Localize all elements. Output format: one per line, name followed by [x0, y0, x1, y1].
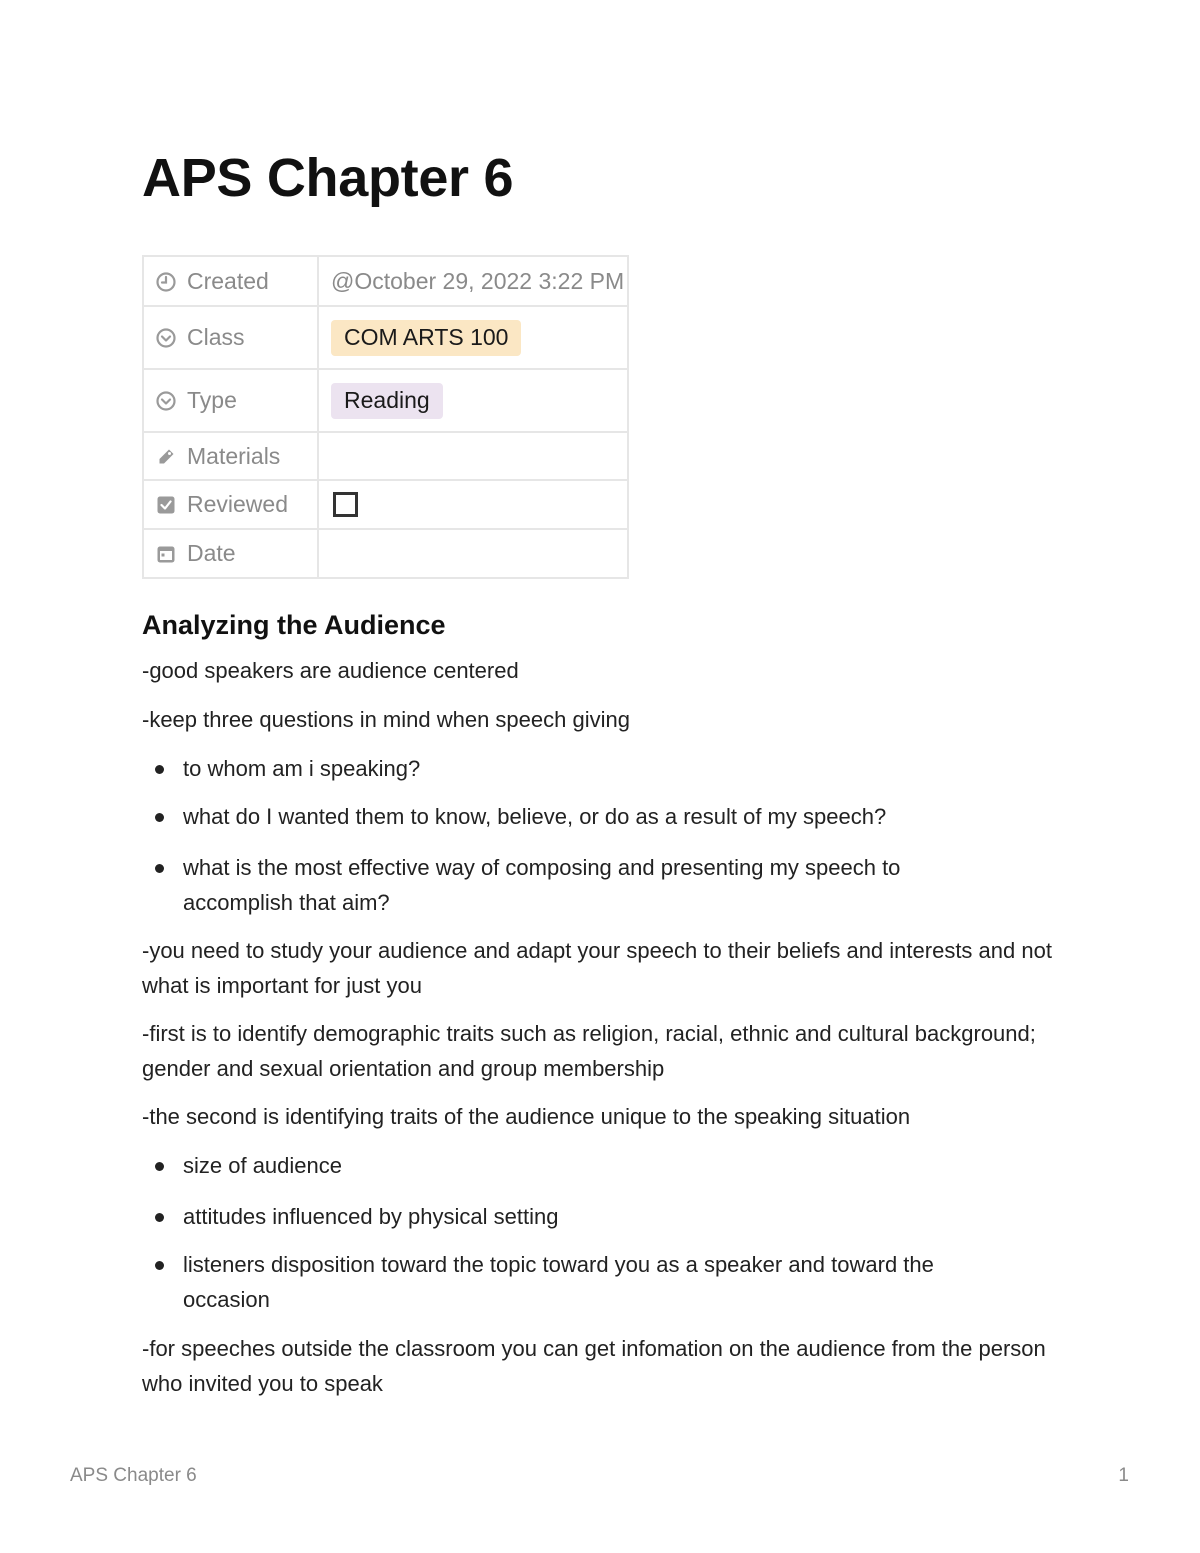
list-item: attitudes influenced by physical setting [183, 1204, 559, 1229]
select-icon [156, 391, 176, 411]
section-heading: Analyzing the Audience [142, 610, 446, 640]
properties-table [142, 255, 629, 579]
list-item: what do I wanted them to know, believe, or do as a result of my speech? [183, 804, 887, 829]
type-tag[interactable]: Reading [331, 383, 443, 419]
property-row-created [143, 256, 628, 306]
paragraph: -good speakers are audience centered [142, 658, 519, 683]
bullet-icon [155, 1213, 164, 1222]
property-label-date: Date [187, 540, 236, 566]
class-tag[interactable]: COM ARTS 100 [331, 320, 521, 356]
property-label-reviewed: Reviewed [187, 491, 288, 517]
list-item: size of audience [183, 1153, 342, 1178]
property-value-type[interactable] [318, 369, 628, 432]
page-number: 1 [1118, 1465, 1129, 1486]
property-row-date [143, 529, 628, 578]
bullet-icon [155, 765, 164, 774]
property-value-class[interactable] [318, 306, 628, 369]
property-name-cell [143, 306, 318, 369]
paragraph: -for speeches outside the classroom you can get infomation on the audience from the person who invited you to speak [142, 1336, 1046, 1396]
paragraph: -you need to study your audience and adapt your speech to their beliefs and interests and not what is important for just you [142, 938, 1052, 998]
property-row-class [143, 306, 628, 369]
property-name-cell [143, 529, 318, 578]
property-name-cell [143, 256, 318, 306]
checkbox-icon [156, 495, 176, 515]
clock-icon [156, 272, 176, 292]
property-name-cell [143, 432, 318, 480]
file-icon [156, 447, 176, 467]
property-value-created[interactable]: @October 29, 2022 3:22 PM [318, 256, 628, 306]
list-item: what is the most effective way of composing and presenting my speech to accomplish that aim? [183, 855, 901, 915]
property-label-created: Created [187, 267, 269, 294]
select-icon [156, 328, 176, 348]
property-row-reviewed [143, 480, 628, 529]
paragraph: -the second is identifying traits of the audience unique to the speaking situation [142, 1104, 911, 1129]
reviewed-checkbox[interactable] [333, 492, 358, 517]
paragraph: -keep three questions in mind when speech giving [142, 707, 630, 732]
property-row-materials [143, 432, 628, 480]
property-value-materials[interactable] [318, 432, 628, 480]
property-row-type [143, 369, 628, 432]
property-label-materials: Materials [187, 442, 281, 469]
property-name-cell [143, 369, 318, 432]
calendar-icon [156, 544, 176, 564]
list-item: listeners disposition toward the topic toward you as a speaker and toward the occasion [183, 1252, 934, 1312]
footer-title: APS Chapter 6 [70, 1465, 197, 1486]
property-label-type: Type [187, 387, 237, 413]
property-value-reviewed [318, 480, 628, 529]
page-title: APS Chapter 6 [142, 148, 514, 208]
bullet-icon [155, 813, 164, 822]
list-item: to whom am i speaking? [183, 756, 421, 781]
bullet-icon [155, 864, 164, 873]
bullet-icon [155, 1261, 164, 1270]
property-value-date[interactable] [318, 529, 628, 578]
property-label-class: Class [187, 324, 245, 350]
property-name-cell [143, 480, 318, 529]
bullet-icon [155, 1162, 164, 1171]
paragraph: -first is to identify demographic traits such as religion, racial, ethnic and cultural background; gender and sexual orientation and group membership [142, 1021, 1036, 1081]
